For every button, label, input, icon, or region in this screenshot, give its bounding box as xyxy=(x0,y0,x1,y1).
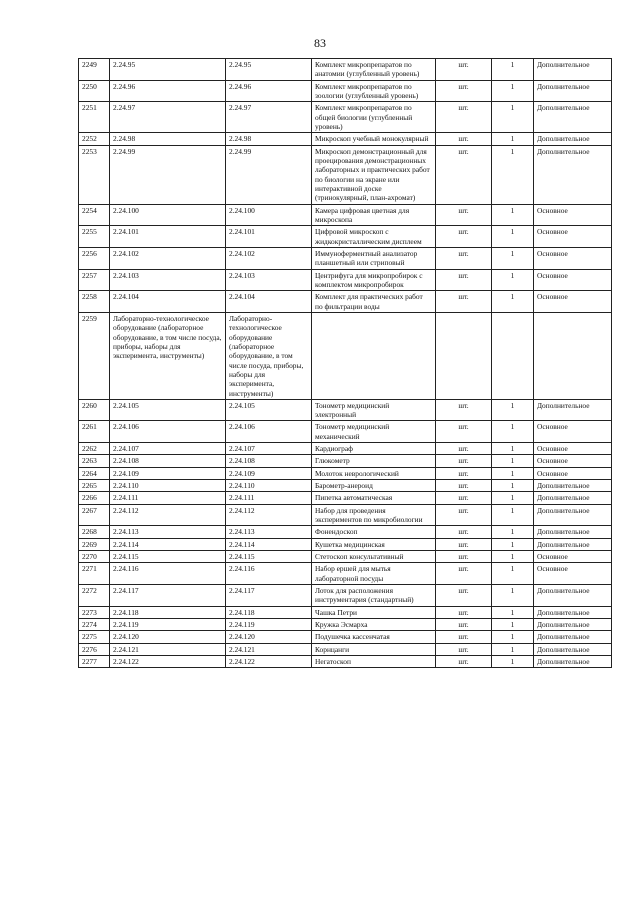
code-cell: 2.24.97 xyxy=(110,102,226,133)
code-cell: 2.24.105 xyxy=(110,399,226,421)
code-cell: 2.24.116 xyxy=(110,563,226,585)
name-cell: Молоток неврологический xyxy=(312,467,436,479)
quantity-cell: 1 xyxy=(492,226,534,248)
unit-cell: шт. xyxy=(436,443,492,455)
code-cell: 2.24.100 xyxy=(110,204,226,226)
type-cell: Основное xyxy=(534,226,612,248)
row-number-cell: 2273 xyxy=(79,606,110,618)
row-number-cell: 2263 xyxy=(79,455,110,467)
row-number-cell: 2257 xyxy=(79,269,110,291)
name-cell: Лоток для расположения инструментария (стандартный) xyxy=(312,585,436,607)
quantity-cell: 1 xyxy=(492,247,534,269)
table-row xyxy=(79,538,612,550)
unit-cell: шт. xyxy=(436,80,492,102)
code2-cell: 2.24.103 xyxy=(226,269,312,291)
row-number-cell: 2258 xyxy=(79,291,110,313)
table-row xyxy=(79,247,612,269)
type-cell: Основное xyxy=(534,269,612,291)
type-cell: Дополнительное xyxy=(534,585,612,607)
row-number-cell: 2256 xyxy=(79,247,110,269)
name-cell: Корнцанги xyxy=(312,643,436,655)
quantity-cell: 1 xyxy=(492,619,534,631)
type-cell: Основное xyxy=(534,421,612,443)
code-cell: 2.24.106 xyxy=(110,421,226,443)
unit-cell: шт. xyxy=(436,455,492,467)
unit-cell: шт. xyxy=(436,606,492,618)
table-row xyxy=(79,492,612,504)
row-number-cell: 2277 xyxy=(79,656,110,668)
code-cell: 2.24.96 xyxy=(110,80,226,102)
table-row xyxy=(79,269,612,291)
quantity-cell: 1 xyxy=(492,585,534,607)
table-row xyxy=(79,80,612,102)
unit-cell: шт. xyxy=(436,59,492,81)
row-number-cell: 2260 xyxy=(79,399,110,421)
name-cell: Цифровой микроскоп с жидкокристаллическим дисплеем xyxy=(312,226,436,248)
code2-cell: 2.24.96 xyxy=(226,80,312,102)
table-row xyxy=(79,226,612,248)
type-cell: Дополнительное xyxy=(534,538,612,550)
equipment-table xyxy=(78,58,612,668)
table-row xyxy=(79,291,612,313)
quantity-cell: 1 xyxy=(492,538,534,550)
code2-cell: 2.24.120 xyxy=(226,631,312,643)
row-number-cell: 2262 xyxy=(79,443,110,455)
table-row xyxy=(79,643,612,655)
code-cell: 2.24.122 xyxy=(110,656,226,668)
unit-cell: шт. xyxy=(436,145,492,204)
unit-cell: шт. xyxy=(436,619,492,631)
code2-cell: 2.24.97 xyxy=(226,102,312,133)
type-cell: Дополнительное xyxy=(534,80,612,102)
code2-cell: 2.24.118 xyxy=(226,606,312,618)
quantity-cell: 1 xyxy=(492,551,534,563)
name-cell: Набор для проведения экспериментов по микробиологии xyxy=(312,504,436,526)
name-cell: Микроскоп демонстрационный для проецирования демонстрационных лабораторных и практических работ по биологии на экране или интерактивной доске (тринокулярный, план-ахромат) xyxy=(312,145,436,204)
code-cell: 2.24.98 xyxy=(110,133,226,145)
quantity-cell: 1 xyxy=(492,480,534,492)
name-cell: Комплект микропрепаратов по общей биологии (углубленный уровень) xyxy=(312,102,436,133)
unit-cell: шт. xyxy=(436,102,492,133)
quantity-cell: 1 xyxy=(492,102,534,133)
type-cell: Основное xyxy=(534,443,612,455)
quantity-cell: 1 xyxy=(492,269,534,291)
row-number-cell: 2266 xyxy=(79,492,110,504)
code2-cell: 2.24.114 xyxy=(226,538,312,550)
name-cell: Тонометр медицинский электронный xyxy=(312,399,436,421)
table-row xyxy=(79,504,612,526)
name-cell: Глюкометр xyxy=(312,455,436,467)
type-cell: Основное xyxy=(534,204,612,226)
name-cell: Тонометр медицинский механический xyxy=(312,421,436,443)
code-cell: 2.24.102 xyxy=(110,247,226,269)
code2-cell: 2.24.104 xyxy=(226,291,312,313)
code-cell: 2.24.120 xyxy=(110,631,226,643)
name-cell: Чашка Петри xyxy=(312,606,436,618)
unit-cell: шт. xyxy=(436,643,492,655)
quantity-cell: 1 xyxy=(492,492,534,504)
table-row xyxy=(79,204,612,226)
quantity-cell: 1 xyxy=(492,399,534,421)
code2-cell: 2.24.106 xyxy=(226,421,312,443)
quantity-cell: 1 xyxy=(492,504,534,526)
code2-cell: 2.24.112 xyxy=(226,504,312,526)
row-number-cell: 2251 xyxy=(79,102,110,133)
name-cell: Пипетка автоматическая xyxy=(312,492,436,504)
unit-cell: шт. xyxy=(436,585,492,607)
unit-cell: шт. xyxy=(436,133,492,145)
row-number-cell: 2264 xyxy=(79,467,110,479)
code2-cell: 2.24.115 xyxy=(226,551,312,563)
code-cell: 2.24.103 xyxy=(110,269,226,291)
page-number: 83 xyxy=(314,36,326,50)
row-number-cell: 2250 xyxy=(79,80,110,102)
unit-cell: шт. xyxy=(436,247,492,269)
type-cell: Основное xyxy=(534,467,612,479)
quantity-cell: 1 xyxy=(492,59,534,81)
name-cell xyxy=(312,312,436,399)
type-cell: Дополнительное xyxy=(534,59,612,81)
quantity-cell xyxy=(492,312,534,399)
code-cell: 2.24.101 xyxy=(110,226,226,248)
row-number-cell: 2267 xyxy=(79,504,110,526)
code-cell: 2.24.110 xyxy=(110,480,226,492)
type-cell: Дополнительное xyxy=(534,643,612,655)
quantity-cell: 1 xyxy=(492,467,534,479)
quantity-cell: 1 xyxy=(492,443,534,455)
table-row xyxy=(79,631,612,643)
table-row xyxy=(79,619,612,631)
quantity-cell: 1 xyxy=(492,643,534,655)
code-cell: 2.24.108 xyxy=(110,455,226,467)
code-cell: 2.24.107 xyxy=(110,443,226,455)
row-number-cell: 2261 xyxy=(79,421,110,443)
code-cell: 2.24.99 xyxy=(110,145,226,204)
unit-cell: шт. xyxy=(436,526,492,538)
type-cell: Основное xyxy=(534,563,612,585)
code2-cell: 2.24.100 xyxy=(226,204,312,226)
unit-cell: шт. xyxy=(436,551,492,563)
row-number-cell: 2271 xyxy=(79,563,110,585)
table-row xyxy=(79,656,612,668)
table-row xyxy=(79,145,612,204)
code2-cell: 2.24.98 xyxy=(226,133,312,145)
quantity-cell: 1 xyxy=(492,606,534,618)
unit-cell: шт. xyxy=(436,421,492,443)
unit-cell: шт. xyxy=(436,504,492,526)
quantity-cell: 1 xyxy=(492,563,534,585)
quantity-cell: 1 xyxy=(492,80,534,102)
table-row xyxy=(79,421,612,443)
unit-cell: шт. xyxy=(436,656,492,668)
code-cell: 2.24.109 xyxy=(110,467,226,479)
table-row xyxy=(79,585,612,607)
code2-cell: 2.24.116 xyxy=(226,563,312,585)
code2-cell: Лабораторно-технологическое оборудование (лабораторное оборудование, в том числе посуда, приборы, наборы для эксперимента, инструменты) xyxy=(226,312,312,399)
unit-cell: шт. xyxy=(436,563,492,585)
code-cell: 2.24.112 xyxy=(110,504,226,526)
code-cell: 2.24.111 xyxy=(110,492,226,504)
row-number-cell: 2275 xyxy=(79,631,110,643)
unit-cell: шт. xyxy=(436,269,492,291)
unit-cell: шт. xyxy=(436,492,492,504)
type-cell: Дополнительное xyxy=(534,133,612,145)
row-number-cell: 2249 xyxy=(79,59,110,81)
name-cell: Набор ершей для мытья лабораторной посуды xyxy=(312,563,436,585)
table-row xyxy=(79,399,612,421)
code2-cell: 2.24.122 xyxy=(226,656,312,668)
quantity-cell: 1 xyxy=(492,133,534,145)
name-cell: Центрифуга для микропробирок с комплектом микропробирок xyxy=(312,269,436,291)
quantity-cell: 1 xyxy=(492,291,534,313)
table-row xyxy=(79,133,612,145)
unit-cell: шт. xyxy=(436,291,492,313)
row-number-cell: 2259 xyxy=(79,312,110,399)
unit-cell: шт. xyxy=(436,631,492,643)
type-cell: Дополнительное xyxy=(534,480,612,492)
table-row xyxy=(79,102,612,133)
code2-cell: 2.24.99 xyxy=(226,145,312,204)
unit-cell: шт. xyxy=(436,226,492,248)
type-cell: Дополнительное xyxy=(534,619,612,631)
code2-cell: 2.24.101 xyxy=(226,226,312,248)
table-row xyxy=(79,467,612,479)
code2-cell: 2.24.119 xyxy=(226,619,312,631)
unit-cell xyxy=(436,312,492,399)
name-cell: Барометр-анероид xyxy=(312,480,436,492)
name-cell: Микроскоп учебный монокулярный xyxy=(312,133,436,145)
type-cell: Основное xyxy=(534,291,612,313)
code2-cell: 2.24.110 xyxy=(226,480,312,492)
type-cell: Дополнительное xyxy=(534,504,612,526)
table-row xyxy=(79,526,612,538)
code2-cell: 2.24.117 xyxy=(226,585,312,607)
code-cell: 2.24.117 xyxy=(110,585,226,607)
name-cell: Подушечка кассенчатая xyxy=(312,631,436,643)
type-cell: Дополнительное xyxy=(534,102,612,133)
quantity-cell: 1 xyxy=(492,526,534,538)
table-row xyxy=(79,312,612,399)
name-cell: Негатоскоп xyxy=(312,656,436,668)
code2-cell: 2.24.107 xyxy=(226,443,312,455)
type-cell: Основное xyxy=(534,455,612,467)
code-cell: Лабораторно-технологическое оборудование (лабораторное оборудование, в том числе посуда, приборы, наборы для эксперимента, инструменты) xyxy=(110,312,226,399)
type-cell: Дополнительное xyxy=(534,656,612,668)
row-number-cell: 2274 xyxy=(79,619,110,631)
row-number-cell: 2252 xyxy=(79,133,110,145)
type-cell: Дополнительное xyxy=(534,145,612,204)
row-number-cell: 2268 xyxy=(79,526,110,538)
name-cell: Кружка Эсмарха xyxy=(312,619,436,631)
table-body xyxy=(79,59,612,668)
unit-cell: шт. xyxy=(436,467,492,479)
unit-cell: шт. xyxy=(436,480,492,492)
code2-cell: 2.24.113 xyxy=(226,526,312,538)
code-cell: 2.24.113 xyxy=(110,526,226,538)
row-number-cell: 2255 xyxy=(79,226,110,248)
code-cell: 2.24.118 xyxy=(110,606,226,618)
code-cell: 2.24.95 xyxy=(110,59,226,81)
code-cell: 2.24.121 xyxy=(110,643,226,655)
quantity-cell: 1 xyxy=(492,631,534,643)
type-cell: Дополнительное xyxy=(534,526,612,538)
quantity-cell: 1 xyxy=(492,455,534,467)
code2-cell: 2.24.121 xyxy=(226,643,312,655)
type-cell: Основное xyxy=(534,551,612,563)
code-cell: 2.24.119 xyxy=(110,619,226,631)
type-cell: Дополнительное xyxy=(534,606,612,618)
table-row xyxy=(79,59,612,81)
row-number-cell: 2265 xyxy=(79,480,110,492)
code2-cell: 2.24.95 xyxy=(226,59,312,81)
name-cell: Комплект для практических работ по фильтрации воды xyxy=(312,291,436,313)
code2-cell: 2.24.111 xyxy=(226,492,312,504)
row-number-cell: 2254 xyxy=(79,204,110,226)
name-cell: Иммуноферментный анализатор планшетный или стриповый xyxy=(312,247,436,269)
type-cell: Основное xyxy=(534,247,612,269)
name-cell: Камера цифровая цветная для микроскопа xyxy=(312,204,436,226)
type-cell xyxy=(534,312,612,399)
type-cell: Дополнительное xyxy=(534,399,612,421)
name-cell: Кушетка медицинская xyxy=(312,538,436,550)
row-number-cell: 2272 xyxy=(79,585,110,607)
table-row xyxy=(79,563,612,585)
code-cell: 2.24.115 xyxy=(110,551,226,563)
code2-cell: 2.24.108 xyxy=(226,455,312,467)
row-number-cell: 2276 xyxy=(79,643,110,655)
row-number-cell: 2270 xyxy=(79,551,110,563)
row-number-cell: 2269 xyxy=(79,538,110,550)
table-row xyxy=(79,455,612,467)
name-cell: Фонендоскоп xyxy=(312,526,436,538)
code2-cell: 2.24.109 xyxy=(226,467,312,479)
quantity-cell: 1 xyxy=(492,656,534,668)
table-row xyxy=(79,480,612,492)
type-cell: Дополнительное xyxy=(534,492,612,504)
name-cell: Стетоскоп консультативный xyxy=(312,551,436,563)
code2-cell: 2.24.105 xyxy=(226,399,312,421)
quantity-cell: 1 xyxy=(492,421,534,443)
quantity-cell: 1 xyxy=(492,204,534,226)
name-cell: Кардиограф xyxy=(312,443,436,455)
code2-cell: 2.24.102 xyxy=(226,247,312,269)
row-number-cell: 2253 xyxy=(79,145,110,204)
unit-cell: шт. xyxy=(436,538,492,550)
code-cell: 2.24.114 xyxy=(110,538,226,550)
table-row xyxy=(79,443,612,455)
code-cell: 2.24.104 xyxy=(110,291,226,313)
table-row xyxy=(79,606,612,618)
name-cell: Комплект микропрепаратов по анатомии (углубленный уровень) xyxy=(312,59,436,81)
type-cell: Дополнительное xyxy=(534,631,612,643)
name-cell: Комплект микропрепаратов по зоологии (углубленный уровень) xyxy=(312,80,436,102)
unit-cell: шт. xyxy=(436,204,492,226)
unit-cell: шт. xyxy=(436,399,492,421)
quantity-cell: 1 xyxy=(492,145,534,204)
table-row xyxy=(79,551,612,563)
